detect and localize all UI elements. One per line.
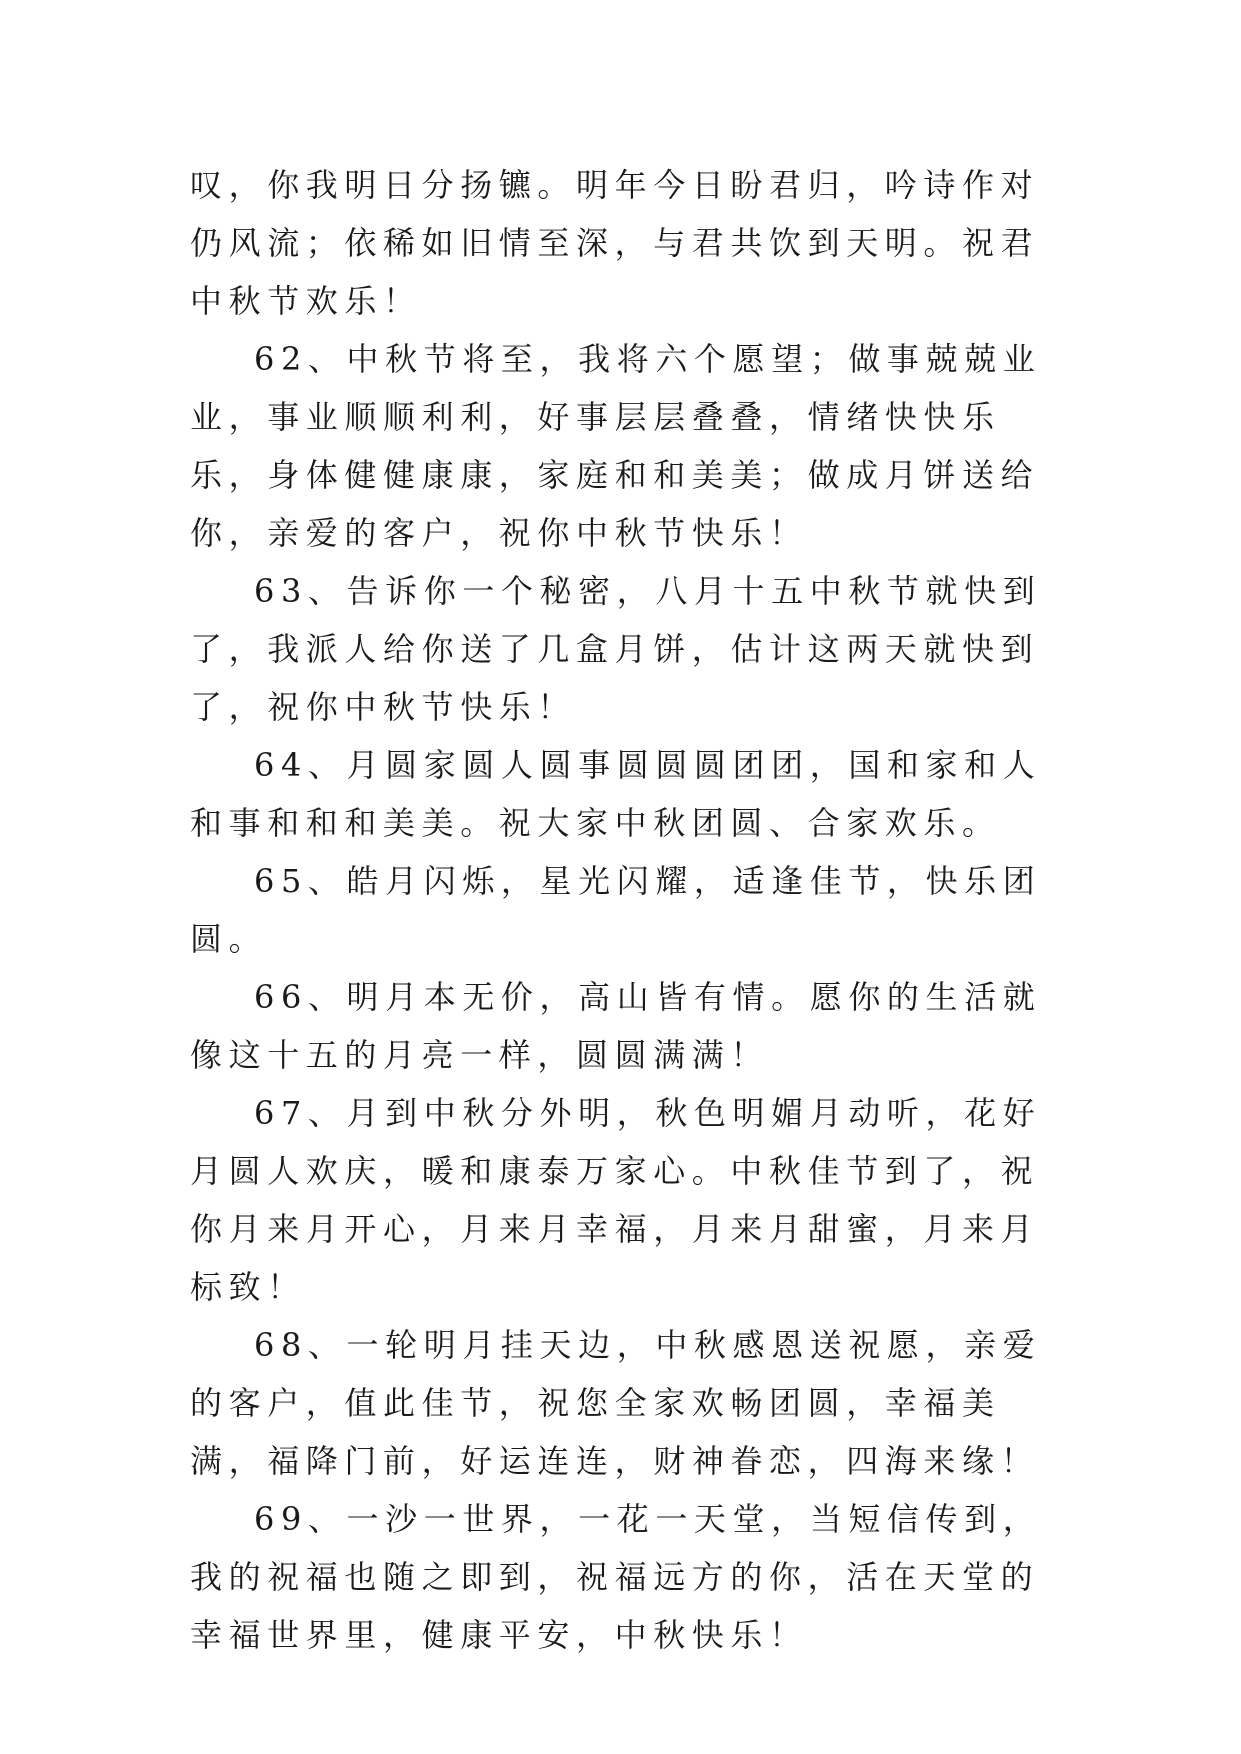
- paragraph-67: 67、月到中秋分外明，秋色明媚月动听，花好月圆人欢庆，暖和康泰万家心。中秋佳节到了，祝你月来月开心，月来月幸福，月来月甜蜜，月来月标致！: [190, 1094, 1042, 1306]
- paragraph-68: 68、一轮明月挂天边，中秋感恩送祝愿，亲爱的客户，值此佳节，祝您全家欢畅团圆，幸福美满，福降门前，好运连连，财神眷恋，四海来缘！: [190, 1326, 1042, 1480]
- paragraph-63: 63、告诉你一个秘密，八月十五中秋节就快到了，我派人给你送了几盒月饼，估计这两天就快到了，祝你中秋节快乐！: [190, 572, 1042, 726]
- paragraph-62: 62、中秋节将至，我将六个愿望；做事兢兢业业，事业顺顺利利，好事层层叠叠，情绪快快乐乐，身体健健康康，家庭和和美美；做成月饼送给你，亲爱的客户，祝你中秋节快乐！: [190, 340, 1042, 552]
- document-body: [190, 156, 1050, 1664]
- paragraph-65: 65、皓月闪烁，星光闪耀，适逢佳节，快乐团圆。: [190, 862, 1042, 958]
- paragraph-69: 69、一沙一世界，一花一天堂，当短信传到，我的祝福也随之即到，祝福远方的你，活在天堂的幸福世界里，健康平安，中秋快乐！: [190, 1500, 1042, 1654]
- paragraph-66: 66、明月本无价，高山皆有情。愿你的生活就像这十五的月亮一样，圆圆满满！: [190, 978, 1042, 1074]
- paragraph-64: 64、月圆家圆人圆事圆圆圆团团，国和家和人和事和和和美美。祝大家中秋团圆、合家欢乐。: [190, 746, 1042, 842]
- paragraph-continued: 叹，你我明日分扬镳。明年今日盼君归，吟诗作对仍风流；依稀如旧情至深，与君共饮到天明。祝君中秋节欢乐！: [190, 166, 1040, 320]
